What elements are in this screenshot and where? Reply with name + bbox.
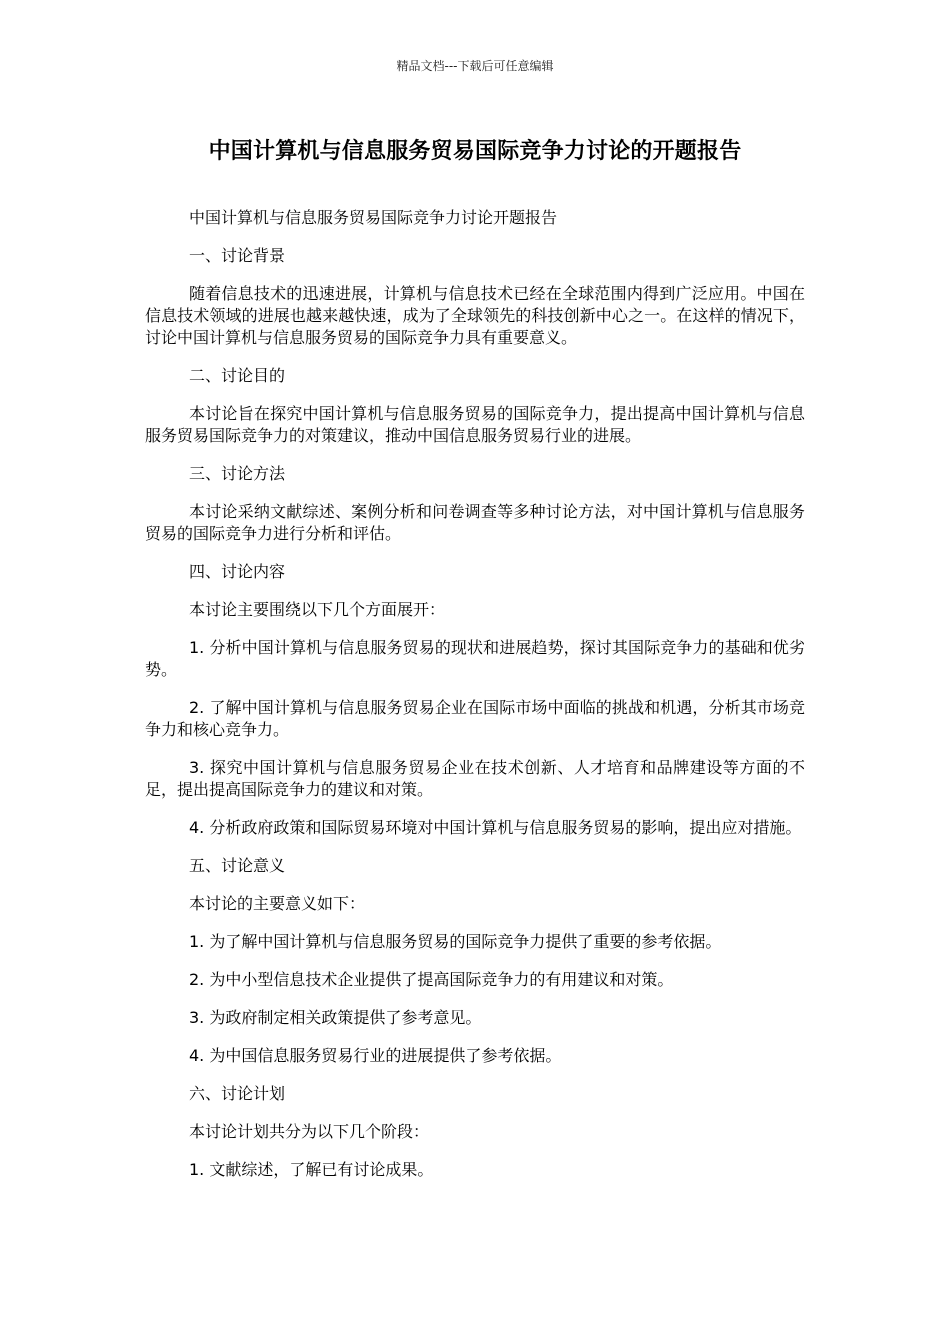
list-item: 4. 为中国信息服务贸易行业的进展提供了参考依据。 [189, 1046, 562, 1065]
paragraph-background: 随着信息技术的迅速进展，计算机与信息技术已经在全球范围内得到广泛应用。中国在信息技术领域的进展也越来越快速，成为了全球领先的科技创新中心之一。在这样的情况下，讨论中国计算机与信息服务贸易的国际竞争力具有重要意义。 [145, 284, 805, 347]
list-item: 1. 为了解中国计算机与信息服务贸易的国际竞争力提供了重要的参考依据。 [189, 932, 722, 951]
section-heading-plan: 六、讨论计划 [189, 1084, 286, 1103]
section-heading-purpose: 二、讨论目的 [189, 366, 286, 385]
list-item: 1. 分析中国计算机与信息服务贸易的现状和进展趋势，探讨其国际竞争力的基础和优劣势。 [145, 638, 805, 679]
document-body [145, 207, 805, 1197]
paragraph-purpose: 本讨论旨在探究中国计算机与信息服务贸易的国际竞争力，提出提高中国计算机与信息服务贸易国际竞争力的对策建议，推动中国信息服务贸易行业的进展。 [145, 404, 805, 445]
list-item: 1. 文献综述，了解已有讨论成果。 [189, 1160, 434, 1179]
list-item: 3. 为政府制定相关政策提供了参考意见。 [189, 1008, 482, 1027]
section-heading-significance: 五、讨论意义 [189, 856, 286, 875]
section-heading-background: 一、讨论背景 [189, 246, 286, 265]
document-title: 中国计算机与信息服务贸易国际竞争力讨论的开题报告 [208, 139, 742, 164]
list-item: 2. 为中小型信息技术企业提供了提高国际竞争力的有用建议和对策。 [189, 970, 674, 989]
paragraph-content-intro: 本讨论主要围绕以下几个方面展开： [189, 600, 446, 619]
section-heading-content: 四、讨论内容 [189, 562, 286, 581]
list-item: 4. 分析政府政策和国际贸易环境对中国计算机与信息服务贸易的影响，提出应对措施。 [189, 818, 802, 837]
list-item: 2. 了解中国计算机与信息服务贸易企业在国际市场中面临的挑战和机遇，分析其市场竞争力和核心竞争力。 [145, 698, 805, 739]
report-subtitle: 中国计算机与信息服务贸易国际竞争力讨论开题报告 [189, 208, 558, 227]
header-note: 精品文档---下载后可任意编辑 [396, 59, 554, 73]
list-item: 3. 探究中国计算机与信息服务贸易企业在技术创新、人才培育和品牌建设等方面的不足，提出提高国际竞争力的建议和对策。 [145, 758, 805, 799]
paragraph-significance-intro: 本讨论的主要意义如下： [189, 894, 366, 913]
paragraph-method: 本讨论采纳文献综述、案例分析和问卷调查等多种讨论方法，对中国计算机与信息服务贸易的国际竞争力进行分析和评估。 [145, 502, 805, 543]
section-heading-method: 三、讨论方法 [189, 464, 286, 483]
paragraph-plan-intro: 本讨论计划共分为以下几个阶段： [189, 1122, 430, 1141]
